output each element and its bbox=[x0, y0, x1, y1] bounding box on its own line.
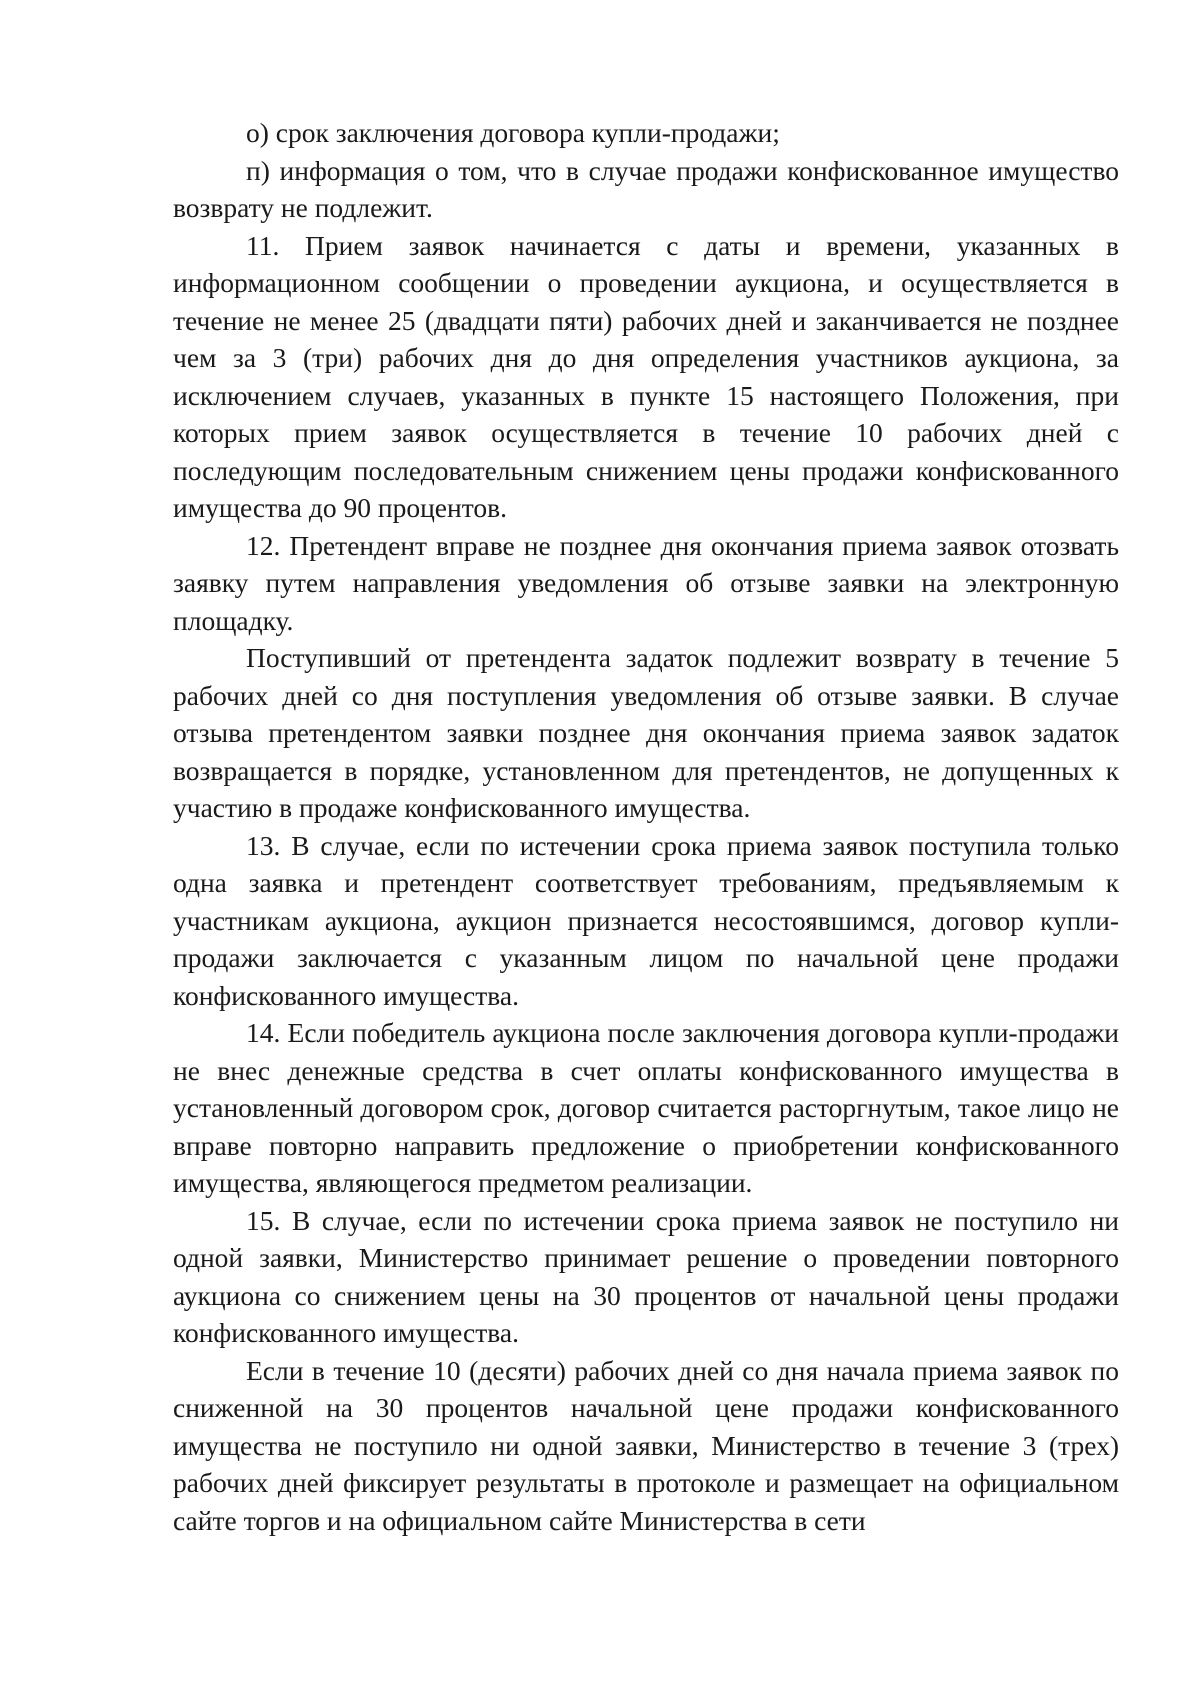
paragraph-clause-15: 15. В случае, если по истечении срока приема заявок не поступило ни одной заявки, Министерство принимает решение о проведении повторного аукциона со снижением цены на 30 процентов от начальной цены продажи конфискованного имущества. bbox=[173, 1204, 1119, 1348]
paragraph-item-o: о) срок заключения договора купли-продажи; bbox=[246, 117, 780, 148]
paragraph-clause-12: 12. Претендент вправе не позднее дня окончания приема заявок отозвать заявку путем направления уведомления об отзыве заявки на электронную площадку. bbox=[173, 529, 1119, 636]
paragraph-clause-14: 14. Если победитель аукциона после заключения договора купли-продажи не внес денежные средства в счет оплаты конфискованного имущества в установленный договором срок, договор считается расторгнутым, такое лицо не вправе повторно направить предложение о приобретении конфискованного имущества, являющегося предметом реализации. bbox=[173, 1017, 1119, 1198]
paragraph-clause-11: 11. Прием заявок начинается с даты и времени, указанных в информационном сообщении о проведении аукциона, и осуществляется в течение не менее 25 (двадцати пяти) рабочих дней и заканчивается не позднее чем за 3 (три) рабочих дня до дня определения участников аукциона, за исключением случаев, указанных в пункте 15 настоящего Положения, при которых прием заявок осуществляется в течение 10 рабочих дней с последующим последовательным снижением цены продажи конфискованного имущества до 90 процентов. bbox=[173, 229, 1119, 523]
document-body bbox=[173, 114, 1119, 1539]
paragraph-clause-13: 13. В случае, если по истечении срока приема заявок поступила только одна заявка и претендент соответствует требованиям, предъявляемым к участникам аукциона, аукцион признается несостоявшимся, договор купли-продажи заключается с указанным лицом по начальной цене продажи конфискованного имущества. bbox=[173, 829, 1119, 1011]
paragraph-item-p: п) информация о том, что в случае продажи конфискованное имущество возврату не подлежит. bbox=[173, 154, 1119, 223]
paragraph-deposit-return: Поступивший от претендента задаток подлежит возврату в течение 5 рабочих дней со дня поступления уведомления об отзыве заявки. В случае отзыва претендентом заявки позднее дня окончания приема заявок задаток возвращается в порядке, установленном для претендентов, не допущенных к участию в продаже конфискованного имущества. bbox=[173, 642, 1119, 823]
paragraph-reduced-price: Если в течение 10 (десяти) рабочих дней со дня начала приема заявок по сниженной на 30 процентов начальной цене продажи конфискованного имущества не поступило ни одной заявки, Министерство в течение 3 (трех) рабочих дней фиксирует результаты в протоколе и размещает на официальном сайте торгов и на официальном сайте Министерства в сети bbox=[173, 1354, 1119, 1536]
